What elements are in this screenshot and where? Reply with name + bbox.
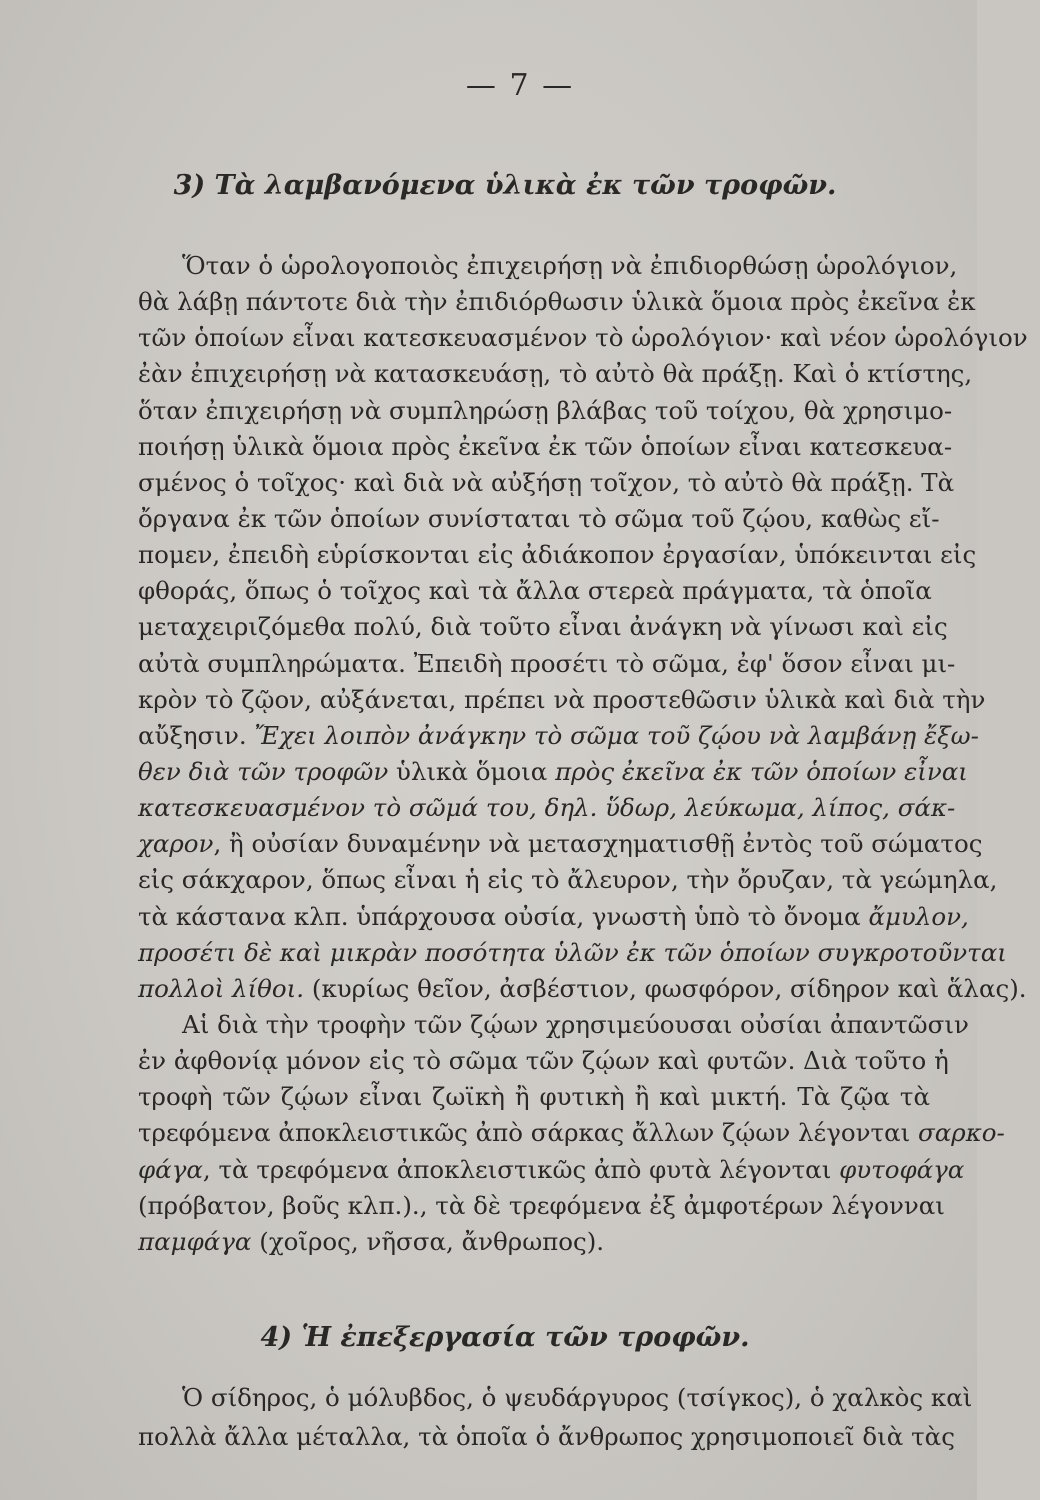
- italic-text-segment: πολλοὶ λίθοι.: [138, 973, 305, 1003]
- text-line: [138, 320, 1028, 356]
- italic-text-segment: πρὸς ἐκεῖνα ἐκ τῶν ὁποίων εἶναι: [555, 756, 968, 786]
- italic-text-segment: φυτοφάγα: [839, 1154, 965, 1184]
- text-line: [138, 1152, 965, 1188]
- text-line: [138, 646, 956, 682]
- text-line: [138, 1043, 949, 1079]
- italic-text-segment: ἄμυλον,: [868, 901, 969, 931]
- section-3-heading: 3) Τὰ λαμβανόμενα ὑλικὰ ἐκ τῶν τροφῶν.: [173, 170, 837, 201]
- text-line: [138, 790, 956, 826]
- text-line: [138, 935, 1007, 971]
- text-line: [138, 718, 979, 754]
- text-segment: πολλὰ ἄλλα μέταλλα, τὰ ὁποῖα ὁ ἄνθρωπος χρησιμοποιεῖ διὰ τὰς: [138, 1422, 955, 1451]
- text-line: [138, 1079, 930, 1115]
- section-4-body: [138, 1378, 973, 1456]
- text-line: [138, 1224, 930, 1260]
- text-line: [138, 573, 930, 609]
- italic-text-segment: θεν διὰ τῶν τροφῶν: [138, 756, 397, 786]
- text-line: [138, 682, 986, 718]
- text-segment: φθοράς, ὅπως ὁ τοῖχος καὶ τὰ ἄλλα στερεὰ πράγματα, τὰ ὁποῖα: [138, 576, 932, 606]
- text-segment: θὰ λάβῃ πάντοτε διὰ τὴν ἐπιδιόρθωσιν ὑλικὰ ὅμοια πρὸς ἐκεῖνα ἐκ: [138, 287, 976, 317]
- text-line: [138, 1188, 945, 1224]
- text-line: [138, 1378, 973, 1417]
- text-segment: Αἱ διὰ τὴν τροφὴν τῶν ζῴων χρησιμεύουσαι οὐσίαι ἀπαντῶσιν: [182, 1009, 969, 1039]
- italic-text-segment: σαρκο-: [918, 1118, 1005, 1148]
- text-segment: τροφὴ τῶν ζῴων εἶναι ζωϊκὴ ἢ φυτικὴ ἢ καὶ μικτή. Τὰ ζῷα τὰ: [138, 1082, 930, 1112]
- text-segment: ἐν ἀφθονίᾳ μόνον εἰς τὸ σῶμα τῶν ζῴων καὶ φυτῶν. Διὰ τοῦτο ἡ: [138, 1046, 949, 1076]
- text-line: [138, 609, 948, 645]
- text-line: [138, 1417, 955, 1456]
- text-segment: αὐτὰ συμπληρώματα. Ἐπειδὴ προσέτι τὸ σῶμα, ἐφ' ὅσον εἶναι μι-: [138, 648, 956, 678]
- text-segment: πομεν, ἐπειδὴ εὑρίσκονται εἰς ἀδιάκοπον ἐργασίαν, ὑπόκεινται εἰς: [138, 540, 977, 570]
- italic-text-segment: προσέτι δὲ καὶ μικρὰν ποσότητα ὑλῶν ἐκ τῶν ὁποίων συγκροτοῦνται: [138, 937, 1007, 967]
- italic-text-segment: χαρον: [138, 829, 214, 859]
- text-line: [138, 465, 955, 501]
- text-line: [138, 1007, 969, 1043]
- text-line: [138, 537, 977, 573]
- text-line: [138, 826, 983, 862]
- text-line: [138, 754, 968, 790]
- text-line: [138, 501, 940, 537]
- text-line: [138, 429, 953, 465]
- text-segment: ὑλικὰ ὅμοια: [396, 756, 556, 786]
- text-segment: , τὰ τρεφόμενα ἀποκλειστικῶς ἀπὸ φυτὰ λέγονται: [202, 1154, 840, 1184]
- text-segment: εἰς σάκχαρον, ὅπως εἶναι ἡ εἰς τὸ ἄλευρον, τὴν ὄρυζαν, τὰ γεώμηλα,: [138, 865, 998, 895]
- text-segment: Ὁ σίδηρος, ὁ μόλυβδος, ὁ ψευδάργυρος (τσίγκος), ὁ χαλκὸς καὶ: [182, 1383, 973, 1412]
- page-number: — 7 —: [465, 68, 575, 103]
- italic-text-segment: φάγα: [138, 1154, 203, 1184]
- text-segment: αὔξησιν.: [138, 720, 255, 750]
- italic-text-segment: Ἔχει λοιπὸν ἀνάγκην τὸ σῶμα τοῦ ζῴου νὰ λαμβάνῃ ἔξω-: [254, 720, 979, 750]
- section-4-heading: 4) Ἡ ἐπεξεργασία τῶν τροφῶν.: [260, 1322, 750, 1353]
- text-line: [138, 862, 998, 898]
- text-segment: τρεφόμενα ἀποκλειστικῶς ἀπὸ σάρκας ἄλλων ζῴων λέγονται: [138, 1118, 919, 1148]
- italic-text-segment: κατεσκευασμένον τὸ σῶμά του, δηλ. ὕδωρ, λεύκωμα, λίπος, σάκ-: [138, 793, 956, 823]
- section-3-body: [138, 248, 1028, 1260]
- text-segment: τὰ κάστανα κλπ. ὑπάρχουσα οὐσία, γνωστὴ ὑπὸ τὸ ὄνομα: [138, 901, 869, 931]
- text-line: [138, 248, 958, 284]
- text-segment: ἐὰν ἐπιχειρήσῃ νὰ κατασκευάσῃ, τὸ αὐτὸ θὰ πράξῃ. Καὶ ὁ κτίστης,: [138, 359, 973, 389]
- text-line: [138, 356, 973, 392]
- text-segment: (πρόβατον, βοῦς κλπ.)., τὰ δὲ τρεφόμενα ἐξ ἀμφοτέρων λέγονναι: [138, 1190, 945, 1220]
- text-line: [138, 899, 969, 935]
- text-line: [138, 284, 976, 320]
- text-segment: κρὸν τὸ ζῷον, αὐξάνεται, πρέπει νὰ προστεθῶσιν ὑλικὰ καὶ διὰ τὴν: [138, 684, 986, 714]
- text-segment: σμένος ὁ τοῖχος· καὶ διὰ νὰ αὐξήσῃ τοῖχον, τὸ αὐτὸ θὰ πράξῃ. Τὰ: [138, 467, 955, 497]
- text-segment: ὅταν ἐπιχειρήσῃ νὰ συμπληρώσῃ βλάβας τοῦ τοίχου, θὰ χρησιμο-: [138, 395, 953, 425]
- text-segment: ποιήσῃ ὑλικὰ ὅμοια πρὸς ἐκεῖνα ἐκ τῶν ὁποίων εἶναι κατεσκευα-: [138, 431, 953, 461]
- text-segment: μεταχειριζόμεθα πολύ, διὰ τοῦτο εἶναι ἀνάγκη νὰ γίνωσι καὶ εἰς: [138, 612, 948, 642]
- italic-text-segment: παμφάγα: [138, 1226, 252, 1256]
- text-line: [138, 393, 953, 429]
- text-line: [138, 1115, 1005, 1151]
- text-segment: ὄργανα ἐκ τῶν ὁποίων συνίσταται τὸ σῶμα τοῦ ζῴου, καθὼς εἴ-: [138, 503, 940, 533]
- text-segment: τῶν ὁποίων εἶναι κατεσκευασμένον τὸ ὡρολόγιον· καὶ νέον ὡρολόγιον: [138, 323, 1028, 353]
- text-segment: , ἢ οὐσίαν δυναμένην νὰ μετασχηματισθῇ ἐντὸς τοῦ σώματος: [213, 829, 983, 859]
- text-segment: (κυρίως θεῖον, ἀσβέστιον, φωσφόρον, σίδηρον καὶ ἅλας).: [304, 973, 1027, 1003]
- text-segment: (χοῖρος, νῆσσα, ἄνθρωπος).: [251, 1226, 605, 1256]
- text-segment: Ὅταν ὁ ὡρολογοποιὸς ἐπιχειρήσῃ νὰ ἐπιδιορθώσῃ ὡρολόγιον,: [182, 251, 958, 280]
- text-line: [138, 971, 1027, 1007]
